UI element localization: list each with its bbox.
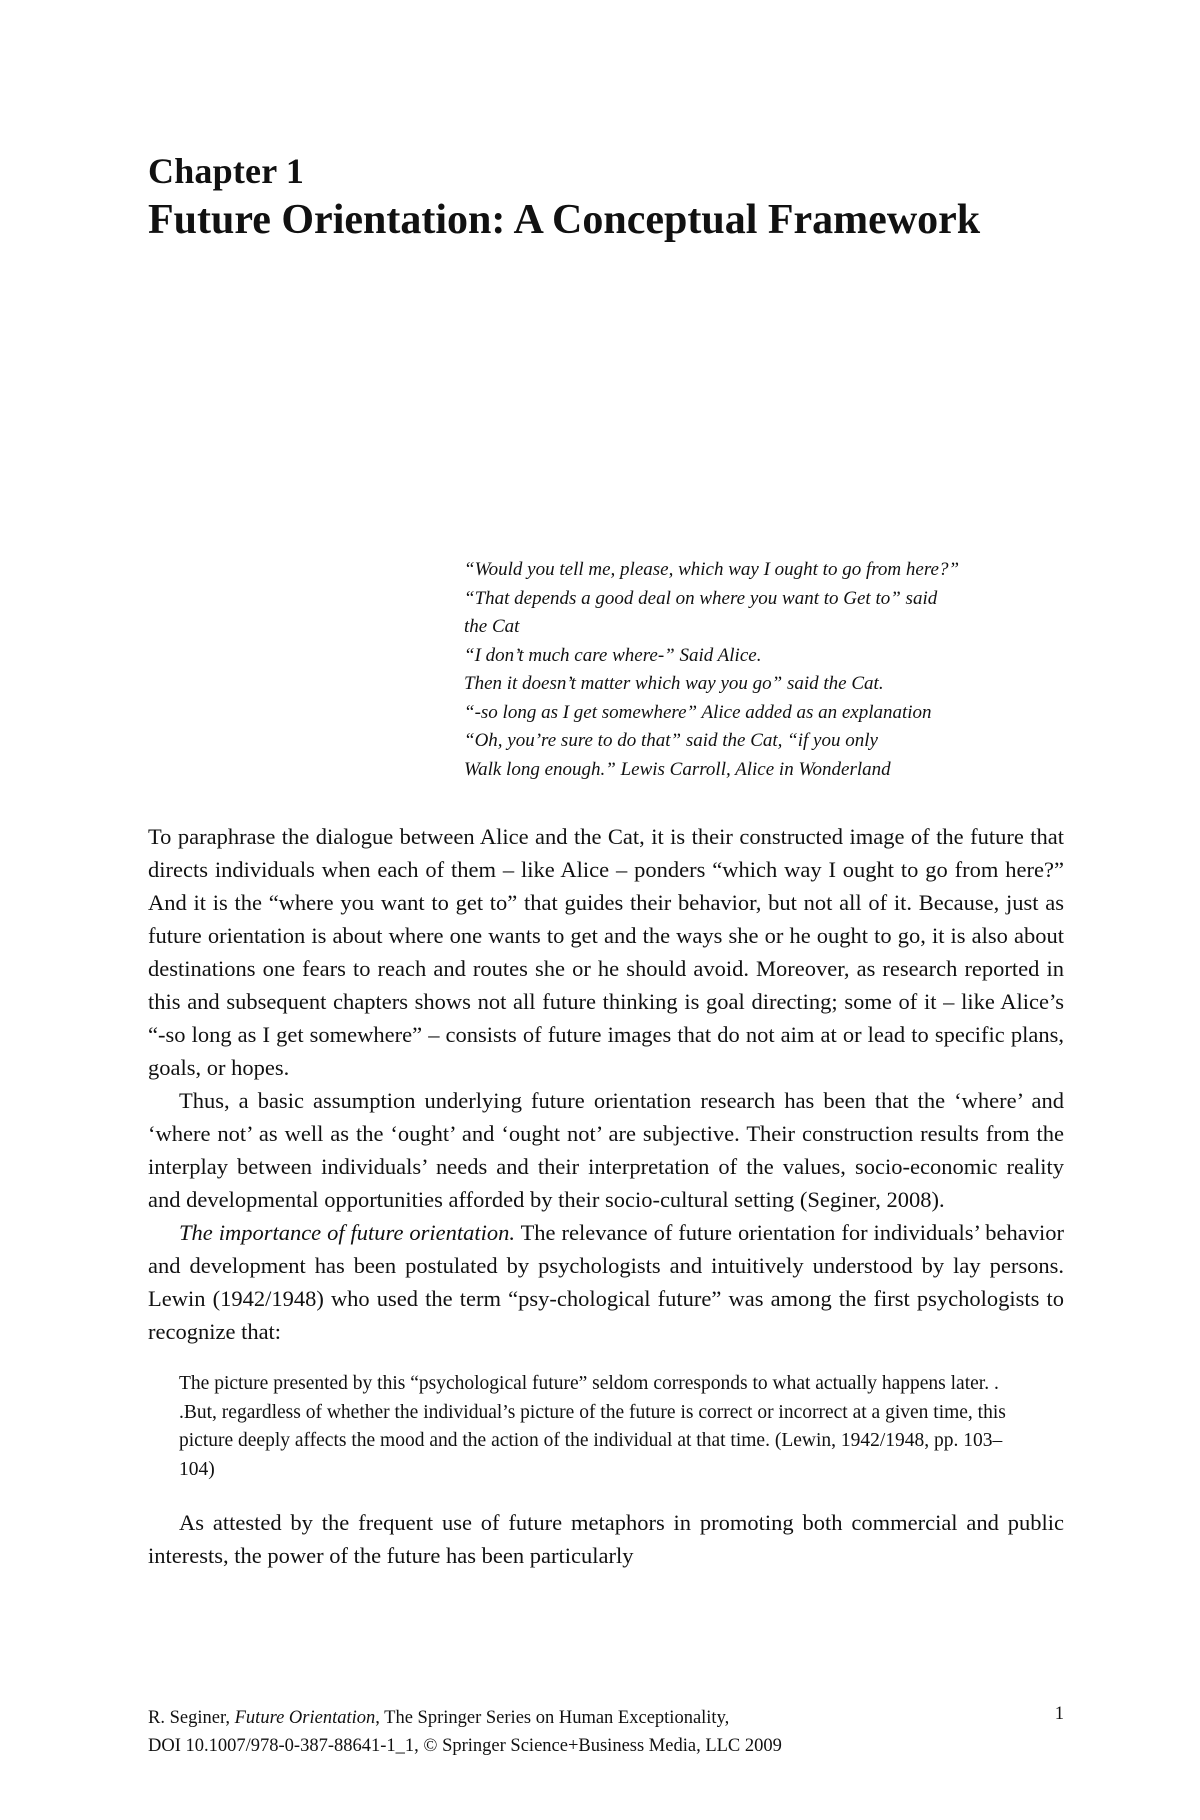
footer-book-title: Future Orientation: [234, 1708, 376, 1728]
page-number: 1: [1054, 1704, 1064, 1724]
chapter-label: Chapter 1: [148, 151, 305, 191]
paragraph: Thus, a basic assumption underlying future orientation research has been that the ‘where’ and ‘where not’ as well as the ‘ought’ and ‘ought not’ are subjective. Their construction results from the interplay between individuals’ needs and their interpretation of the values, socio-economic reality and developmental opportunities afforded by their socio-cultural setting (Seginer, 2008).: [148, 1088, 1064, 1212]
block-quote: The picture presented by this “psychological future” seldom corresponds to what actually happens later. . .But, regardless of whether the individual’s picture of the future is correct or incorrect at a given time, this picture deeply affects the mood and the action of the individual at that time. (Lewin, 1942/1948, pp. 103–104): [179, 1373, 1006, 1480]
epigraph-line: “I don’t much care where-” Said Alice.: [464, 644, 762, 666]
paragraph-text: The relevance of future orientation for individuals’ behavior and development has been postulated by psychologists and intuitively understood by lay persons. Lewin (1942/1948) who used the term “psy-chological future” was among the first psychologists to recognize that:: [148, 1220, 1065, 1344]
epigraph-line: Walk long enough.” Lewis Carroll, Alice in Wonderland: [464, 758, 891, 780]
chapter-title: Future Orientation: A Conceptual Framework: [148, 197, 981, 243]
footer-citation: [148, 1704, 1064, 1760]
paragraph-lead-heading: The importance of future orientation.: [179, 1220, 516, 1245]
epigraph-line: “Would you tell me, please, which way I ought to go from here?”: [464, 559, 960, 580]
footer-line: [148, 1704, 1064, 1732]
footer-author: R. Seginer,: [148, 1708, 235, 1728]
epigraph-line: “That depends a good deal on where you want to Get to” said: [464, 587, 938, 609]
epigraph: [464, 556, 1084, 784]
epigraph-line: Then it doesn’t matter which way you go” said the Cat.: [464, 673, 884, 694]
paragraph: As attested by the frequent use of future metaphors in promoting both commercial and public interests, the power of the future has been particularly: [148, 1510, 1064, 1568]
body-text: [148, 820, 1064, 1572]
epigraph-line: “-so long as I get somewhere” Alice added as an explanation: [464, 701, 932, 723]
epigraph-line: “Oh, you’re sure to do that” said the Cat, “if you only: [464, 730, 878, 751]
footer-series: , The Springer Series on Human Exceptionality,: [375, 1708, 730, 1728]
paragraph: To paraphrase the dialogue between Alice and the Cat, it is their constructed image of the future that directs individuals when each of them – like Alice – ponders “which way I ought to go from here?” And it is the “where you want to get to” that guides their behavior, but not all of it. Because, just as future orientation is about where one wants to get and the ways she or he ought to go, it is also about destinations one fears to reach and routes she or he should avoid. Moreover, as research reported in this and subsequent chapters shows not all future thinking is goal directing; some of it – like Alice’s “-so long as I get somewhere” – consists of future images that do not aim at or lead to specific plans, goals, or hopes.: [148, 824, 1064, 1080]
paragraph: [148, 1216, 1064, 1348]
epigraph-line: the Cat: [464, 616, 520, 637]
footer-doi: DOI 10.1007/978-0-387-88641-1_1, © Springer Science+Business Media, LLC 2009: [148, 1736, 782, 1756]
